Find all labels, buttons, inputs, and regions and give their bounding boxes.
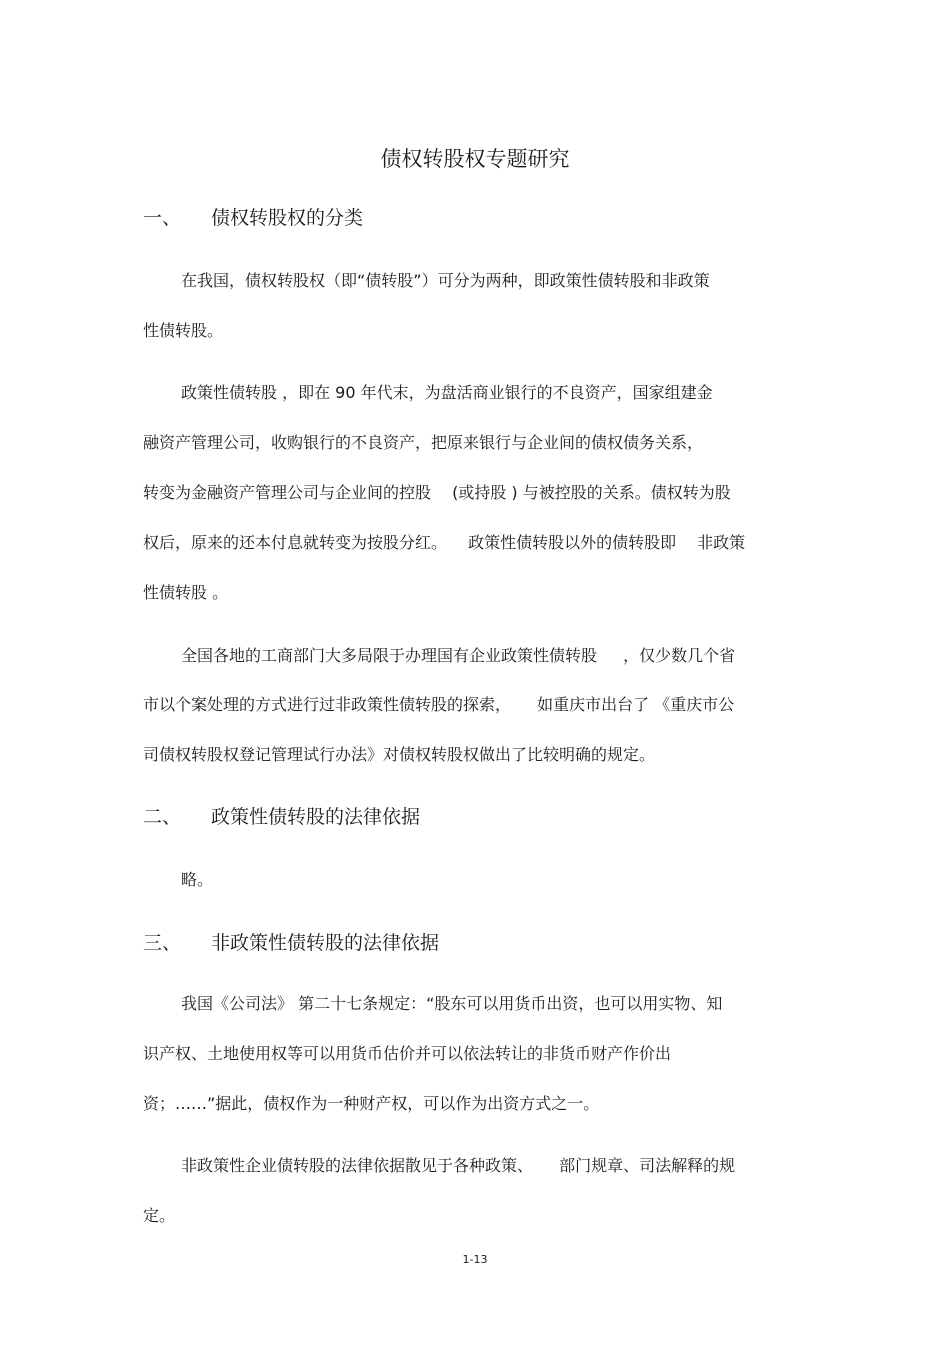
paragraph-line: 融资产管理公司，收购银行的不良资产，把原来银行与企业间的债权债务关系，	[143, 433, 704, 452]
paragraph-line: 政策性债转股 ，即在 90 年代末，为盘活商业银行的不良资产，国家组建金	[181, 383, 713, 402]
paragraph-line: 略。	[181, 870, 214, 889]
section-number: 二、	[143, 806, 182, 828]
section-heading-1	[143, 205, 363, 231]
paragraph-line: 性债转股。	[143, 321, 224, 340]
paragraph-line: 资；……”据此，债权作为一种财产权，可以作为出资方式之一。	[143, 1094, 600, 1113]
document-title: 债权转股权专题研究	[380, 147, 570, 171]
section-number: 三、	[143, 932, 182, 954]
section-number: 一、	[143, 207, 182, 229]
paragraph-line: 我国《公司法》 第二十七条规定：“股东可以用货币出资，也可以用实物、知	[181, 994, 723, 1013]
paragraph-line: 权后，原来的还本付息就转变为按股分红。 政策性债转股以外的债转股即 非政策	[143, 533, 746, 552]
paragraph-line: 性债转股 。	[143, 583, 229, 602]
section-heading-2	[143, 804, 420, 830]
paragraph-line: 非政策性企业债转股的法律依据散见于各种政策、 部门规章、司法解释的规	[181, 1156, 736, 1175]
paragraph-line: 市以个案处理的方式进行过非政策性债转股的探索， 如重庆市出台了 《重庆市公	[143, 695, 735, 714]
paragraph-line: 转变为金融资产管理公司与企业间的控股 (或持股 ) 与被控股的关系。债权转为股	[143, 483, 731, 502]
section-heading-3	[143, 930, 439, 956]
paragraph-line: 在我国，债权转股权（即“债转股”）可分为两种，即政策性债转股和非政策	[181, 271, 710, 290]
paragraph-line: 识产权、土地使用权等可以用货币估价并可以依法转让的非货币财产作价出	[143, 1044, 672, 1063]
section-title: 债权转股权的分类	[211, 207, 364, 229]
section-title: 非政策性债转股的法律依据	[211, 932, 440, 954]
section-title: 政策性债转股的法律依据	[211, 806, 421, 828]
page-number: 1-13	[462, 1253, 488, 1266]
paragraph-line: 司债权转股权登记管理试行办法》对债权转股权做出了比较明确的规定。	[143, 745, 656, 764]
paragraph-line: 定。	[143, 1206, 176, 1225]
paragraph-line: 全国各地的工商部门大多局限于办理国有企业政策性债转股 ，仅少数几个省	[181, 646, 736, 665]
